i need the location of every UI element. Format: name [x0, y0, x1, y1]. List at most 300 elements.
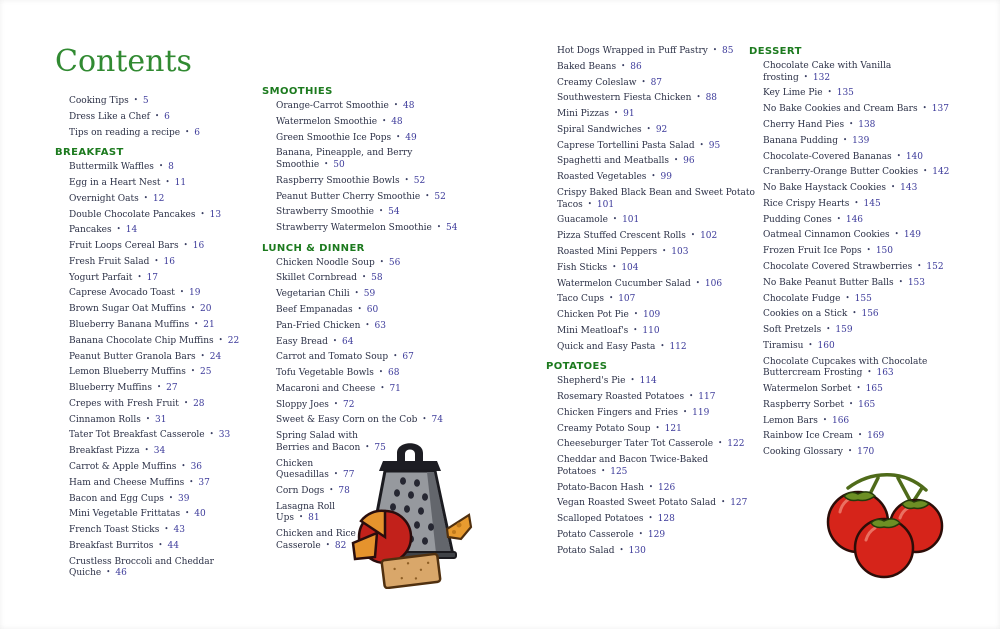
toc-item	[557, 455, 774, 478]
bullet-separator: •	[382, 116, 387, 125]
bullet-separator: •	[712, 46, 718, 54]
toc-item-page-number: 72	[343, 399, 355, 410]
bullet-separator: •	[436, 223, 441, 232]
toc-item-title: Frozen Fruit Ice Pops	[763, 246, 862, 257]
toc-item-title: Guacamole	[557, 215, 608, 226]
bullet-separator: •	[612, 262, 617, 271]
toc-item	[69, 367, 270, 379]
toc-item-title: Blueberry Muffins	[69, 383, 152, 394]
toc-item-page-number: 85	[722, 46, 734, 56]
toc-item-title: Watermelon Cucumber Salad	[557, 278, 691, 289]
bullet-separator: •	[721, 498, 726, 507]
toc-item-title: Peanut Butter Cherry Smoothie	[276, 191, 421, 202]
bullet-separator: •	[633, 310, 639, 319]
toc-item-title: Yogurt Parfait	[69, 272, 133, 283]
toc-item-page-number: 99	[660, 172, 672, 183]
toc-item	[69, 478, 270, 490]
toc-item-title: Southwestern Fiesta Chicken	[557, 93, 692, 104]
toc-item-page-number: 49	[405, 132, 417, 143]
toc-item-title: Macaroni and Cheese	[276, 383, 376, 394]
toc-item-title: Chocolate-Covered Bananas	[763, 151, 892, 162]
toc-item-page-number: 22	[227, 335, 240, 346]
toc-item	[557, 231, 774, 243]
bullet-separator: •	[638, 529, 643, 538]
toc-item-page-number: 58	[371, 273, 383, 284]
toc-item-page-number: 16	[163, 256, 175, 267]
toc-item-page-number: 54	[388, 207, 400, 218]
bullet-separator: •	[404, 175, 409, 184]
toc-item-title: Cinnamon Rolls	[69, 414, 141, 425]
bullet-separator: •	[365, 320, 370, 329]
toc-item-title: Peanut Butter Granola Bars	[69, 351, 196, 362]
toc-item-title: Chocolate Covered Strawberries	[763, 261, 913, 272]
bullet-separator: •	[690, 231, 696, 240]
toc-item	[763, 183, 984, 195]
toc-item-page-number: 112	[669, 341, 687, 352]
toc-item-title: Chocolate Fudge	[763, 293, 841, 304]
bullet-separator: •	[854, 198, 859, 207]
bullet-separator: •	[298, 513, 304, 522]
toc-item-page-number: 27	[166, 383, 178, 394]
toc-item-title: Key Lime Pie	[763, 88, 823, 99]
bullet-separator: •	[422, 415, 427, 424]
bullet-separator: •	[619, 545, 624, 554]
toc-item	[557, 93, 774, 105]
bullet-separator: •	[808, 340, 813, 349]
section-header-potatoes: POTATOES	[546, 361, 608, 373]
toc-item-title: Rice Crispy Hearts	[763, 198, 850, 209]
toc-item	[276, 223, 477, 235]
bullet-separator: •	[845, 293, 850, 302]
toc-item-title: Cooking Tips	[69, 96, 129, 106]
toc-item	[69, 541, 270, 553]
toc-item-page-number: 16	[192, 241, 205, 252]
toc-item-title: Crispy Baked Black Bean and Sweet Potato Tacos	[557, 188, 755, 210]
toc-item-title: Spiral Sandwiches	[557, 124, 642, 135]
toc-item-page-number: 165	[858, 399, 876, 410]
toc-item	[69, 399, 270, 411]
bullet-separator: •	[848, 399, 854, 408]
toc-item-title: Banana Chocolate Chip Muffins	[69, 335, 214, 346]
toc-item	[276, 273, 477, 285]
toc-item	[763, 357, 984, 380]
toc-item	[69, 352, 270, 364]
toc-item-title: Corn Dogs	[276, 486, 325, 496]
toc-item-title: Lasagna Roll Ups	[276, 501, 336, 524]
toc-item	[276, 133, 477, 145]
toc-item-page-number: 142	[932, 167, 950, 178]
toc-item-page-number: 170	[857, 447, 875, 458]
bullet-separator: •	[682, 407, 688, 416]
toc-item-title: Raspberry Smoothie Bowls	[276, 175, 400, 186]
toc-item-title: Quick and Easy Pasta	[557, 341, 656, 352]
toc-item-title: Egg in a Heart Nest	[69, 177, 161, 188]
toc-item-page-number: 91	[623, 109, 635, 120]
bullet-separator: •	[361, 273, 367, 282]
toc-item-title: Lemon Blueberry Muffins	[69, 367, 186, 378]
bullet-separator: •	[393, 352, 398, 361]
toc-item-page-number: 48	[391, 116, 403, 127]
toc-item-title: Mini Pizzas	[557, 109, 610, 120]
toc-item	[557, 172, 774, 184]
bullet-separator: •	[898, 277, 903, 286]
toc-item-title: Beef Empanadas	[276, 305, 353, 315]
toc-item-page-number: 103	[671, 246, 689, 257]
toc-item-title: Scalloped Potatoes	[557, 514, 644, 525]
cheese-grater-icon	[351, 437, 473, 589]
toc-item-page-number: 153	[907, 277, 926, 288]
toc-item-page-number: 117	[698, 392, 716, 403]
toc-item-page-number: 52	[434, 191, 446, 202]
toc-item-page-number: 101	[622, 215, 640, 226]
toc-item-page-number: 25	[200, 367, 212, 378]
bullet-separator: •	[718, 439, 723, 448]
bullet-separator: •	[200, 209, 205, 218]
toc-item-title: Creamy Coleslaw	[557, 77, 637, 88]
toc-item-title: Caprese Tortellini Pasta Salad	[557, 140, 695, 151]
toc-block	[546, 46, 774, 353]
toc-item-page-number: 67	[402, 352, 414, 363]
toc-item	[763, 104, 984, 116]
bullet-separator: •	[612, 215, 618, 224]
toc-item-title: Vegetarian Chili	[276, 289, 350, 300]
toc-item-title: Easy Bread	[276, 336, 328, 347]
toc-item	[276, 337, 477, 349]
toc-item-page-number: 88	[705, 93, 718, 104]
toc-item	[763, 447, 984, 459]
bullet-separator: •	[648, 514, 653, 523]
toc-item	[763, 152, 984, 164]
toc-item	[69, 525, 270, 537]
toc-item-page-number: 109	[643, 310, 661, 321]
section-header-dessert: DESSERT	[749, 46, 802, 57]
bullet-separator: •	[181, 462, 186, 470]
bullet-separator: •	[333, 470, 339, 479]
toc-item-title: Oatmeal Cinnamon Cookies	[763, 230, 890, 241]
toc-item-title: Tofu Vegetable Bowls	[276, 368, 374, 379]
toc-item-page-number: 74	[431, 415, 443, 426]
toc-item-page-number: 122	[727, 439, 745, 450]
toc-item	[557, 78, 774, 90]
bullet-separator: •	[218, 335, 223, 344]
bullet-separator: •	[333, 399, 339, 408]
toc-item-title: Mini Meatloaf's	[557, 325, 629, 336]
toc-item-title: Dress Like a Chef	[69, 111, 151, 122]
toc-item	[69, 112, 270, 124]
toc-item-page-number: 60	[366, 305, 379, 315]
bullet-separator: •	[209, 430, 214, 439]
toc-item-title: Mini Vegetable Frittatas	[69, 509, 181, 520]
bullet-separator: •	[867, 368, 872, 377]
toc-item-page-number: 152	[926, 261, 944, 272]
toc-item-page-number: 59	[363, 289, 376, 300]
toc-item-page-number: 129	[647, 529, 666, 540]
toc-item-title: Carrot and Tomato Soup	[276, 352, 389, 363]
bullet-separator: •	[156, 383, 162, 392]
toc-item	[69, 241, 270, 253]
toc-item	[69, 210, 270, 222]
bullet-separator: •	[856, 384, 861, 393]
section-header-smoothies: SMOOTHIES	[262, 86, 333, 97]
toc-item	[276, 400, 477, 412]
bullet-separator: •	[329, 486, 334, 494]
toc-item-title: Blueberry Banana Muffins	[69, 319, 190, 330]
bullet-separator: •	[183, 241, 188, 250]
bullet-separator: •	[849, 119, 854, 128]
bullet-separator: •	[154, 256, 159, 265]
toc-item-page-number: 19	[189, 288, 201, 299]
toc-item-page-number: 6	[194, 127, 200, 138]
bullet-separator: •	[145, 414, 151, 423]
toc-item	[69, 304, 270, 316]
item-list	[55, 96, 270, 139]
bullet-separator: •	[651, 172, 656, 181]
toc-item-title: Watermelon Sorbet	[763, 384, 852, 395]
bullet-separator: •	[847, 447, 853, 456]
toc-item-title: Potato-Bacon Hash	[557, 482, 644, 493]
toc-item	[763, 136, 984, 148]
toc-item	[69, 178, 270, 190]
toc-item	[763, 199, 984, 211]
toc-item	[276, 148, 477, 171]
toc-item-title: Chocolate Cupcakes with Chocolate Buttercream Frosting	[763, 356, 928, 379]
toc-item-page-number: 102	[700, 231, 718, 242]
toc-item	[69, 162, 270, 174]
toc-item	[69, 494, 270, 506]
toc-item	[557, 109, 774, 121]
bullet-separator: •	[116, 225, 121, 234]
toc-item-page-number: 64	[342, 336, 354, 347]
toc-item	[557, 424, 774, 436]
bullet-separator: •	[158, 162, 164, 171]
toc-item-title: Breakfast Burritos	[69, 540, 154, 551]
toc-item-page-number: 17	[146, 272, 159, 283]
toc-item-title: Raspberry Sorbet	[763, 399, 844, 410]
toc-item-page-number: 8	[168, 162, 174, 173]
toc-item-title: Skillet Cornbread	[276, 273, 357, 284]
toc-item-page-number: 163	[876, 368, 894, 379]
toc-item-page-number: 96	[683, 156, 695, 167]
toc-block	[749, 46, 984, 459]
toc-item-title: Sloppy Joes	[276, 399, 329, 410]
toc-item	[69, 430, 270, 442]
toc-item	[763, 431, 984, 443]
toc-item-title: Crustless Broccoli and Cheddar Quiche	[69, 556, 214, 579]
toc-item-title: Lemon Bars	[763, 415, 818, 426]
toc-item-title: Overnight Oats	[69, 193, 139, 204]
toc-item-page-number: 37	[198, 477, 210, 488]
toc-item	[69, 383, 270, 395]
toc-item-page-number: 5	[142, 96, 149, 106]
toc-item-page-number: 125	[610, 466, 628, 477]
toc-item	[763, 88, 984, 100]
bullet-separator: •	[689, 392, 694, 401]
toc-item	[763, 215, 984, 227]
toc-item-page-number: 121	[664, 423, 682, 434]
toc-item-title: Potato Casserole	[557, 529, 634, 540]
toc-item	[276, 176, 477, 188]
bullet-separator: •	[137, 272, 142, 281]
bullet-separator: •	[379, 257, 384, 266]
toc-item	[69, 288, 270, 300]
toc-item	[69, 320, 270, 332]
toc-item-title: Orange-Carrot Smoothie	[276, 101, 389, 111]
toc-item-page-number: 78	[338, 486, 350, 496]
toc-item-title: Strawberry Watermelon Smoothie	[276, 223, 432, 234]
toc-item-title: Cheeseburger Tater Tot Casserole	[557, 439, 714, 450]
section-header-breakfast: BREAKFAST	[55, 147, 124, 159]
toc-item-page-number: 77	[343, 470, 355, 481]
bullet-separator: •	[165, 177, 170, 186]
cheese-grater-illustration	[351, 437, 473, 589]
toc-item	[557, 62, 774, 74]
toc-item-page-number: 166	[831, 415, 850, 426]
toc-item-page-number: 138	[858, 119, 876, 130]
toc-item-page-number: 132	[812, 72, 831, 83]
toc-item-page-number: 95	[708, 140, 721, 151]
item-list	[749, 61, 984, 459]
bullet-separator: •	[189, 477, 194, 486]
toc-item-title: Bacon and Egg Cups	[69, 493, 164, 504]
toc-item	[763, 246, 984, 258]
toc-item-title: Chicken Fingers and Fries	[557, 407, 678, 418]
toc-item	[557, 125, 774, 137]
bullet-separator: •	[803, 72, 808, 81]
toc-item-title: Potato Salad	[557, 545, 615, 556]
item-list	[55, 162, 270, 580]
bullet-separator: •	[425, 191, 430, 200]
toc-item	[763, 262, 984, 274]
toc-item-page-number: 87	[650, 77, 663, 88]
toc-item-title: Tiramisu	[763, 340, 804, 351]
bullet-separator: •	[896, 151, 901, 160]
toc-item	[763, 278, 984, 290]
bullet-separator: •	[332, 336, 338, 345]
toc-item-title: Rainbow Ice Cream	[763, 431, 853, 442]
bullet-separator: •	[633, 325, 638, 334]
toc-item-page-number: 68	[387, 368, 400, 379]
toc-item	[557, 326, 774, 338]
toc-item	[69, 446, 270, 458]
toc-block	[262, 86, 477, 235]
bullet-separator: •	[614, 109, 619, 118]
toc-item	[557, 483, 774, 495]
toc-item	[557, 156, 774, 168]
bullet-separator: •	[200, 351, 205, 360]
tomatoes-illustration	[826, 466, 944, 582]
toc-block	[55, 147, 270, 580]
toc-item	[69, 509, 270, 521]
toc-item-page-number: 56	[388, 257, 401, 268]
bullet-separator: •	[630, 376, 635, 385]
toc-item-title: Green Smoothie Ice Pops	[276, 132, 392, 143]
toc-item-title: Fish Sticks	[557, 262, 608, 273]
toc-item-title: Caprese Avocado Toast	[69, 288, 175, 299]
toc-item-title: Vegan Roasted Sweet Potato Salad	[557, 498, 717, 509]
toc-item-title: Tips on reading a recipe	[69, 127, 181, 138]
bullet-separator: •	[357, 305, 362, 313]
bullet-separator: •	[696, 93, 701, 102]
bullet-separator: •	[662, 246, 667, 255]
bullet-separator: •	[396, 132, 401, 141]
toc-item-title: Pudding Cones	[763, 214, 832, 225]
toc-item-title: Soft Pretzels	[763, 325, 822, 336]
toc-item	[557, 188, 774, 211]
bullet-separator: •	[380, 383, 385, 392]
toc-item-page-number: 6	[164, 111, 170, 122]
bullet-separator: •	[378, 368, 383, 377]
toc-column-1	[55, 44, 270, 587]
toc-item-page-number: 126	[658, 482, 676, 493]
section-header-lunch-dinner: LUNCH & DINNER	[262, 242, 365, 254]
bullet-separator: •	[185, 127, 190, 136]
toc-item-title: Chicken and Rice Casserole	[276, 529, 356, 551]
item-list	[546, 376, 774, 557]
bullet-separator: •	[923, 167, 928, 176]
toc-item	[763, 400, 984, 412]
toc-item-page-number: 63	[374, 320, 386, 331]
toc-item	[557, 263, 774, 275]
toc-column-3	[546, 46, 774, 564]
toc-item	[763, 384, 984, 396]
toc-item-page-number: 110	[642, 325, 660, 336]
bullet-separator: •	[155, 111, 160, 120]
toc-item	[557, 498, 774, 510]
toc-item	[557, 310, 774, 322]
bullet-separator: •	[836, 214, 841, 223]
toc-item	[557, 294, 774, 306]
toc-item-page-number: 160	[817, 340, 835, 351]
toc-item-title: Chicken Pot Pie	[557, 310, 629, 321]
toc-item	[763, 309, 984, 321]
bullet-separator: •	[143, 193, 148, 202]
bullet-separator: •	[168, 493, 174, 502]
toc-item	[557, 546, 774, 558]
toc-item-page-number: 52	[413, 175, 426, 186]
bullet-separator: •	[365, 442, 370, 451]
toc-item	[276, 207, 477, 219]
toc-item-title: Creamy Potato Soup	[557, 423, 651, 434]
bullet-separator: •	[133, 96, 138, 104]
toc-item	[763, 416, 984, 428]
toc-item-page-number: 145	[863, 198, 881, 209]
toc-item	[763, 325, 984, 337]
toc-item-page-number: 71	[389, 383, 401, 394]
toc-item-page-number: 46	[115, 568, 127, 579]
toc-item-title: Fruit Loops Cereal Bars	[69, 241, 179, 252]
toc-item-page-number: 150	[875, 246, 893, 257]
toc-item-title: Hot Dogs Wrapped in Puff Pastry	[557, 46, 708, 56]
toc-item-page-number: 143	[900, 183, 918, 194]
toc-item-title: Spaghetti and Meatballs	[557, 156, 669, 167]
bullet-separator: •	[917, 261, 922, 270]
toc-item	[69, 336, 270, 348]
toc-item-page-number: 106	[704, 278, 723, 289]
toc-item	[557, 514, 774, 526]
toc-item-page-number: 86	[630, 61, 642, 72]
toc-item-title: Taco Cups	[557, 294, 605, 305]
bullet-separator: •	[660, 341, 665, 350]
toc-item-page-number: 40	[194, 509, 206, 520]
toc-block	[55, 96, 270, 139]
toc-item-title: Carrot & Apple Muffins	[69, 462, 177, 472]
toc-item-page-number: 50	[333, 159, 345, 170]
toc-item-title: Baked Beans	[557, 61, 617, 72]
toc-item-page-number: 130	[628, 545, 646, 556]
toc-item	[69, 273, 270, 285]
tomatoes-icon	[826, 466, 944, 582]
toc-item-page-number: 33	[218, 430, 231, 441]
